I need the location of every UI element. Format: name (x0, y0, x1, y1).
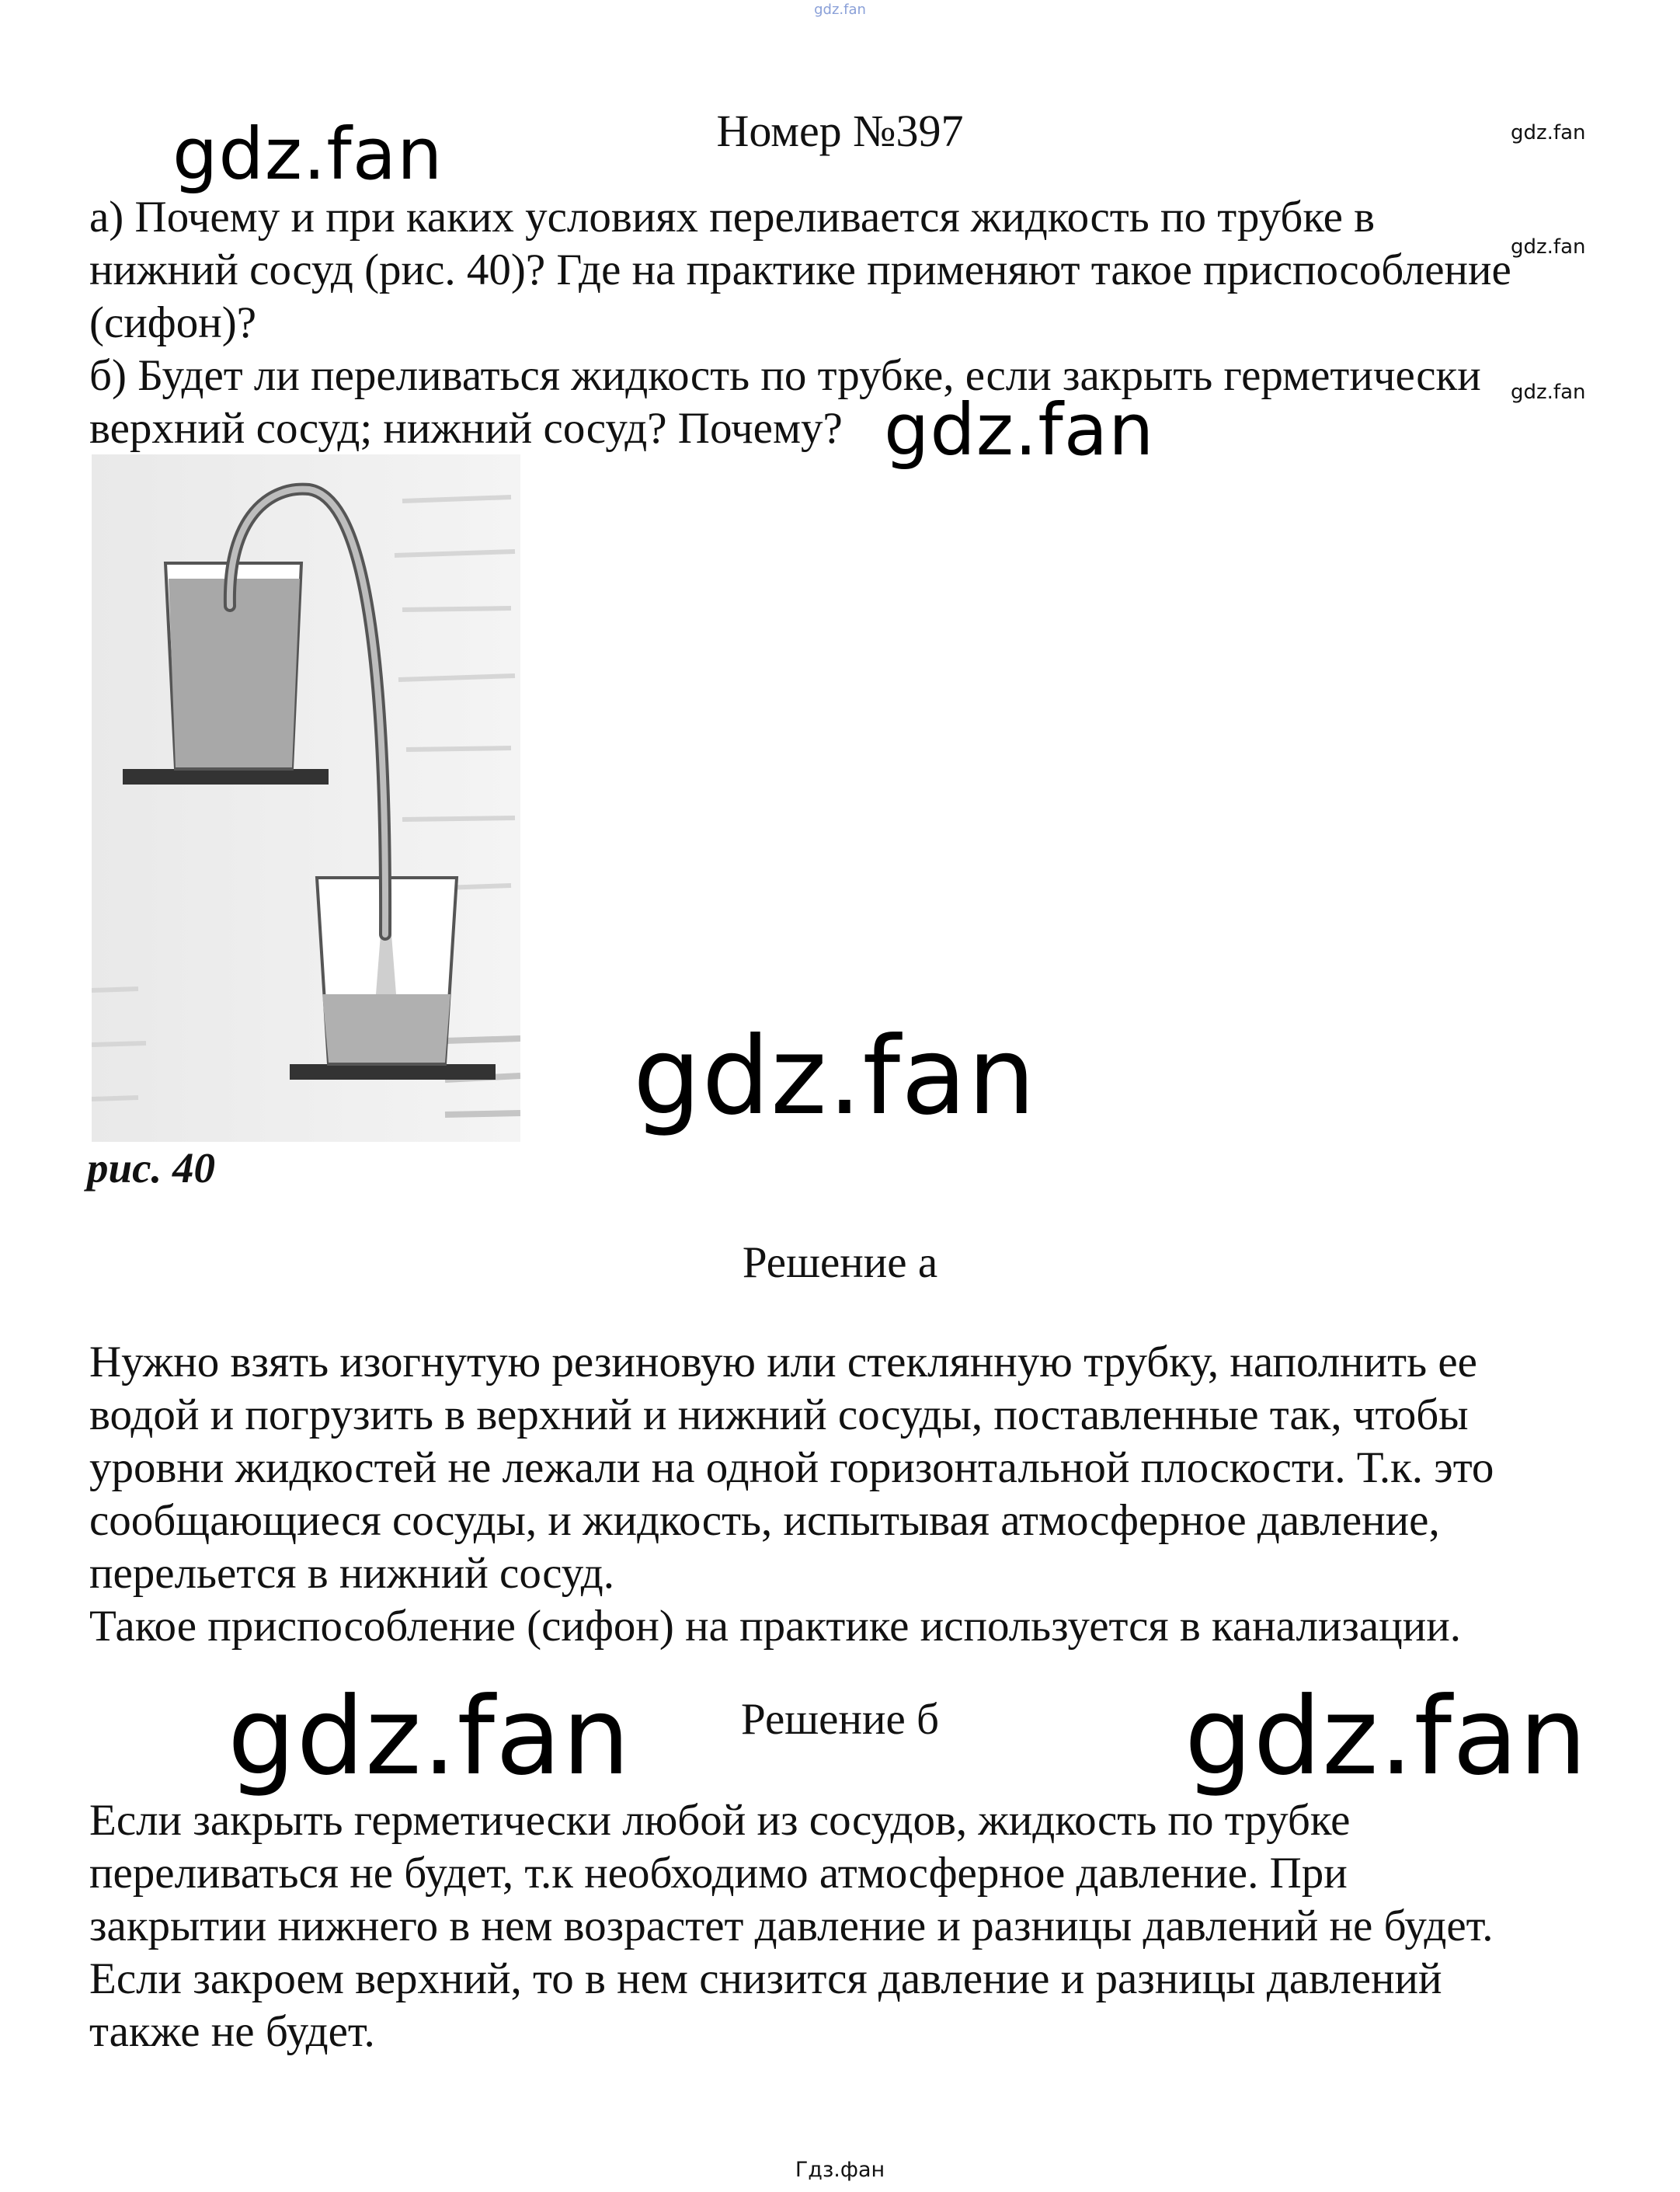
problem-line: верхний сосуд; нижний сосуд? Почему? (89, 404, 843, 453)
solution-b-line: также не будет. (89, 2007, 375, 2056)
solution-a-line: уровни жидкостей не лежали на одной горизонтальной плоскости. Т.к. это (89, 1443, 1494, 1492)
watermark-logo: gdz.fan (228, 1674, 631, 1799)
lower-liquid (322, 994, 450, 1063)
solution-a-line: водой и погрузить в верхний и нижний сосуды, поставленные так, чтобы (89, 1390, 1469, 1439)
watermark-logo: gdz.fan (1184, 1674, 1588, 1799)
watermark-logo: gdz.fan (633, 1014, 1037, 1139)
top-watermark: gdz.fan (814, 2, 866, 18)
footer-watermark: Гдз.фан (795, 2158, 885, 2182)
solution-b-line: закрытии нижнего в нем возрастет давление и разницы давлений не будет. (89, 1901, 1494, 1950)
solution-a-line: сообщающиеся сосуды, и жидкость, испытывая атмосферное давление, (89, 1496, 1440, 1545)
watermark-small: gdz.fan (1511, 235, 1586, 259)
problem-line: нижний сосуд (рис. 40)? Где на практике применяют такое приспособление (89, 245, 1511, 294)
watermark-logo: gdz.fan (884, 388, 1155, 471)
solution-a-line: Такое приспособление (сифон) на практике используется в канализации. (89, 1602, 1461, 1651)
solution-a-line: перельется в нижний сосуд. (89, 1549, 614, 1598)
solution-b-line: Если закроем верхний, то в нем снизится давление и разницы давлений (89, 1954, 1442, 2003)
siphon-figure (92, 454, 520, 1142)
problem-line: б) Будет ли переливаться жидкость по трубке, если закрыть герметически (89, 351, 1481, 400)
page-title: Номер №397 (716, 106, 964, 156)
watermark-small: gdz.fan (1511, 121, 1586, 144)
upper-shelf (123, 769, 329, 785)
lower-shelf (290, 1064, 496, 1080)
solution-b-line: переливаться не будет, т.к необходимо атмосферное давление. При (89, 1849, 1348, 1898)
solution-b-heading: Решение б (741, 1695, 939, 1744)
watermark-small: gdz.fan (1511, 381, 1586, 404)
problem-line: (сифон)? (89, 298, 257, 347)
problem-line: а) Почему и при каких условиях переливается жидкость по трубке в (89, 193, 1376, 242)
solution-a-heading: Решение а (742, 1238, 938, 1287)
watermark-logo: gdz.fan (172, 113, 443, 196)
figure-caption: рис. 40 (87, 1144, 215, 1192)
solution-a-line: Нужно взять изогнутую резиновую или стеклянную трубку, наполнить ее (89, 1338, 1477, 1387)
solution-b-line: Если закрыть герметически любой из сосудов, жидкость по трубке (89, 1796, 1351, 1845)
